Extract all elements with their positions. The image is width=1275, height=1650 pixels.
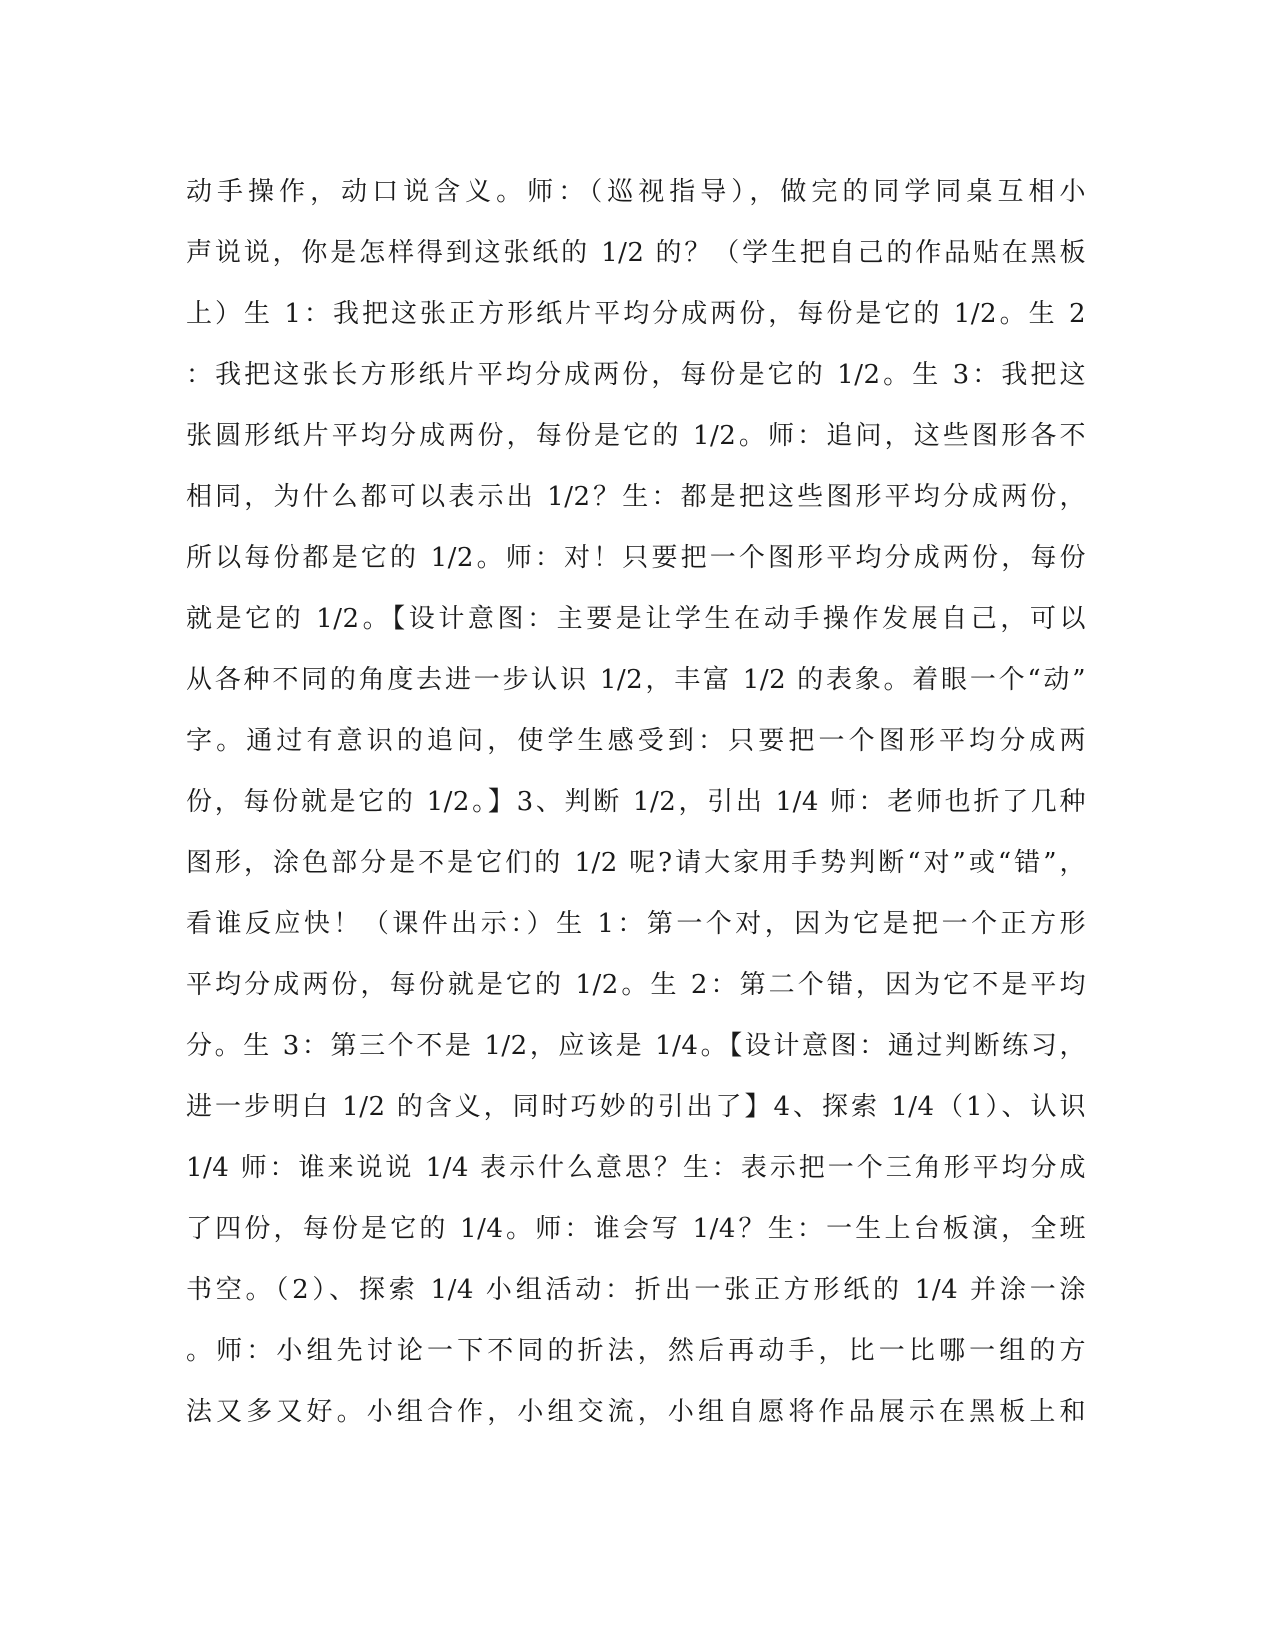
text-line: 所以每份都是它的 1/2。师：对！只要把一个图形平均分成两份，每份 bbox=[186, 543, 1086, 573]
body-text bbox=[186, 162, 1086, 1443]
text-line: 声说说，你是怎样得到这张纸的 1/2 的？（学生把自己的作品贴在黑板 bbox=[186, 238, 1086, 268]
text-line: 从各种不同的角度去进一步认识 1/2，丰富 1/2 的表象。着眼一个“动” bbox=[186, 665, 1086, 695]
text-line: ：我把这张长方形纸片平均分成两份，每份是它的 1/2。生 3：我把这 bbox=[186, 360, 1086, 390]
text-line: 图形，涂色部分是不是它们的 1/2 呢?请大家用手势判断“对”或“错”， bbox=[186, 848, 1086, 878]
text-line: 看谁反应快！（课件出示：）生 1：第一个对，因为它是把一个正方形 bbox=[186, 909, 1086, 939]
text-line: 法又多又好。小组合作，小组交流，小组自愿将作品展示在黑板上和 bbox=[186, 1397, 1086, 1427]
text-line: 份，每份就是它的 1/2。】3、判断 1/2，引出 1/4 师：老师也折了几种 bbox=[186, 787, 1086, 817]
text-line: 了四份，每份是它的 1/4。师：谁会写 1/4？生：一生上台板演，全班 bbox=[186, 1214, 1086, 1244]
text-line: 上）生 1：我把这张正方形纸片平均分成两份，每份是它的 1/2。生 2 bbox=[186, 299, 1086, 329]
text-line: 字。通过有意识的追问，使学生感受到：只要把一个图形平均分成两 bbox=[186, 726, 1086, 756]
text-line: 就是它的 1/2。【设计意图：主要是让学生在动手操作发展自己，可以 bbox=[186, 604, 1086, 634]
text-line: 。师：小组先讨论一下不同的折法，然后再动手，比一比哪一组的方 bbox=[186, 1336, 1086, 1366]
text-line: 进一步明白 1/2 的含义，同时巧妙的引出了】4、探索 1/4（1）、认识 bbox=[186, 1092, 1086, 1122]
text-line: 平均分成两份，每份就是它的 1/2。生 2：第二个错，因为它不是平均 bbox=[186, 970, 1086, 1000]
text-line: 张圆形纸片平均分成两份，每份是它的 1/2。师：追问，这些图形各不 bbox=[186, 421, 1086, 451]
text-line: 1/4 师：谁来说说 1/4 表示什么意思？生：表示把一个三角形平均分成 bbox=[186, 1153, 1086, 1183]
text-line: 相同，为什么都可以表示出 1/2？生：都是把这些图形平均分成两份， bbox=[186, 482, 1086, 512]
text-line: 书空。（2）、探索 1/4 小组活动：折出一张正方形纸的 1/4 并涂一涂 bbox=[186, 1275, 1086, 1305]
text-line: 分。生 3：第三个不是 1/2，应该是 1/4。【设计意图：通过判断练习， bbox=[186, 1031, 1086, 1061]
text-line: 动手操作，动口说含义。师：（巡视指导），做完的同学同桌互相小 bbox=[186, 177, 1086, 207]
